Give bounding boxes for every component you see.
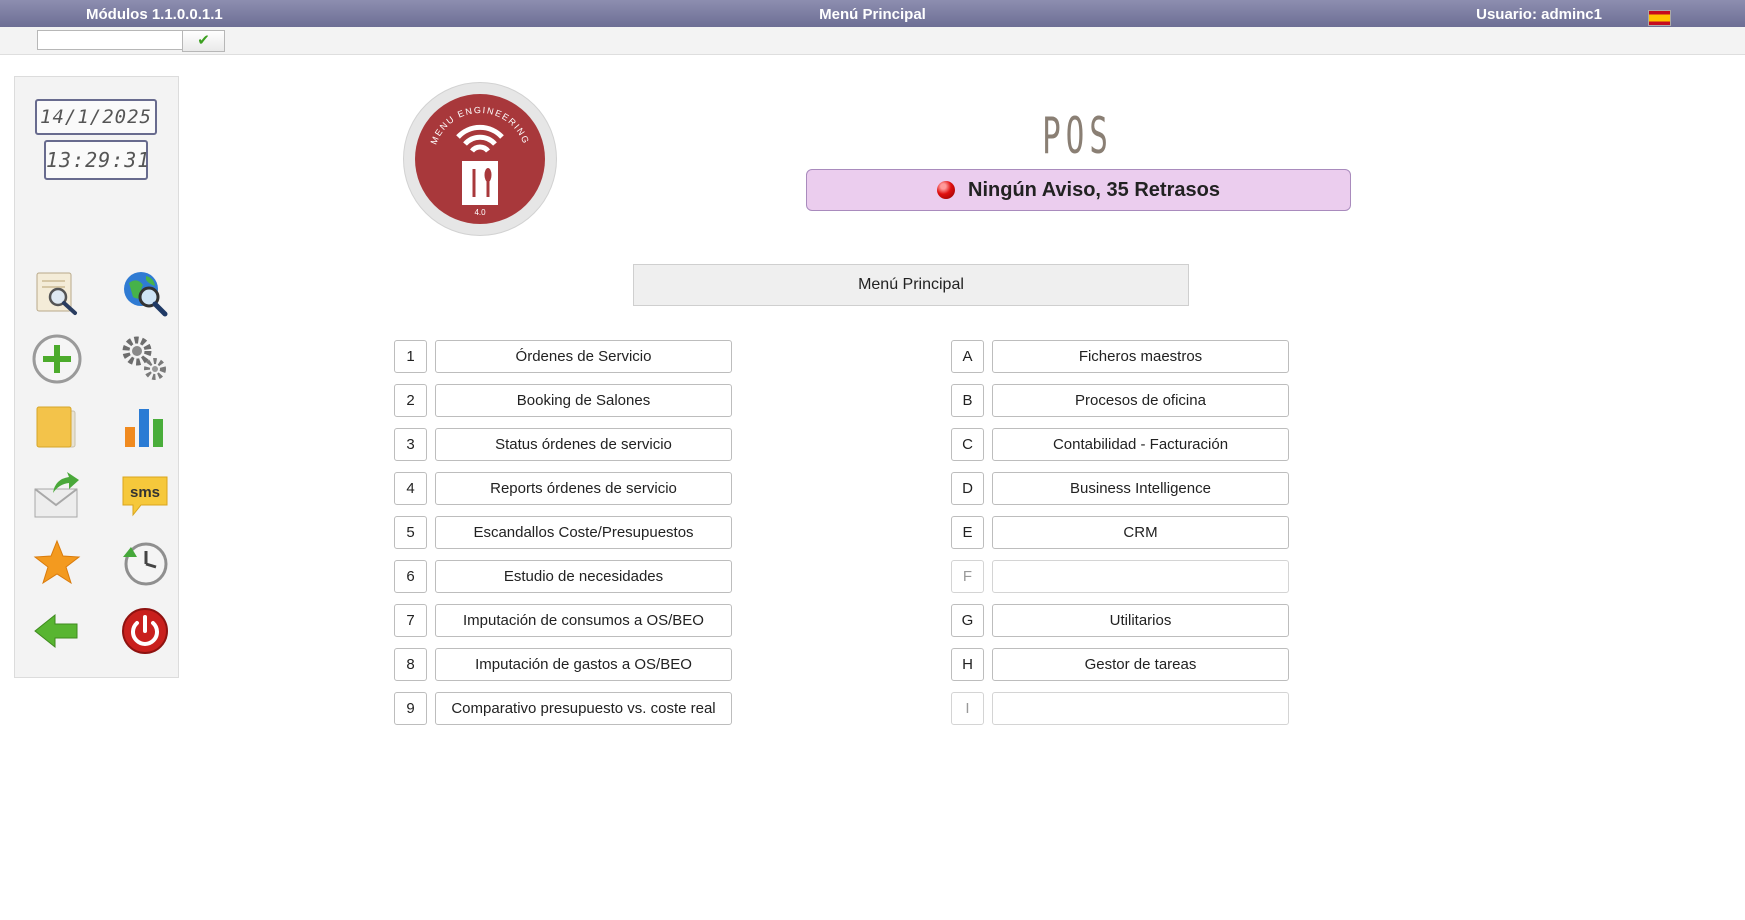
app-version: Módulos 1.1.0.0.1.1 (86, 6, 223, 23)
menu-item-h[interactable]: Gestor de tareas (992, 648, 1289, 681)
add-circle-icon[interactable] (31, 333, 83, 385)
window-title: Menú Principal (819, 6, 926, 23)
spain-flag-icon[interactable] (1648, 10, 1671, 26)
section-title: Menú Principal (633, 264, 1189, 306)
search-document-icon[interactable] (31, 267, 83, 319)
mail-send-icon[interactable] (31, 469, 83, 521)
svg-text:sms: sms (129, 484, 161, 501)
menu-item-5[interactable]: Escandallos Coste/Presupuestos (435, 516, 732, 549)
time-display: 13:29:31 (44, 140, 148, 180)
top-bar (0, 0, 1745, 27)
menu-key-5[interactable]: 5 (394, 516, 427, 549)
status-light-icon (937, 181, 955, 199)
menu-item-2[interactable]: Booking de Salones (435, 384, 732, 417)
module-title: POS (1042, 107, 1113, 165)
folder-icon[interactable] (31, 401, 83, 453)
menu-item-b[interactable]: Procesos de oficina (992, 384, 1289, 417)
menu-item-8[interactable]: Imputación de gastos a OS/BEO (435, 648, 732, 681)
menu-key-d[interactable]: D (951, 472, 984, 505)
menu-key-i[interactable]: I (951, 692, 984, 725)
alert-banner[interactable] (806, 169, 1351, 211)
menu-item-f[interactable] (992, 560, 1289, 593)
menu-key-2[interactable]: 2 (394, 384, 427, 417)
bar-chart-icon[interactable] (119, 401, 171, 453)
sidebar (14, 76, 179, 678)
command-ok-button[interactable] (182, 30, 225, 52)
menu-item-g[interactable]: Utilitarios (992, 604, 1289, 637)
alert-text: Ningún Aviso, 35 Retrasos (968, 178, 1220, 201)
star-icon[interactable] (31, 537, 83, 589)
menu-engineering-logo (403, 82, 557, 236)
svg-text:MENU ENGINEERING: MENU ENGINEERING (428, 104, 532, 146)
menu-item-e[interactable]: CRM (992, 516, 1289, 549)
menu-key-4[interactable]: 4 (394, 472, 427, 505)
menu-key-6[interactable]: 6 (394, 560, 427, 593)
back-arrow-icon[interactable] (31, 605, 83, 657)
menu-item-a[interactable]: Ficheros maestros (992, 340, 1289, 373)
menu-key-9[interactable]: 9 (394, 692, 427, 725)
menu-key-7[interactable]: 7 (394, 604, 427, 637)
menu-item-d[interactable]: Business Intelligence (992, 472, 1289, 505)
current-user: Usuario: adminc1 (1476, 6, 1602, 23)
menu-item-7[interactable]: Imputación de consumos a OS/BEO (435, 604, 732, 637)
menu-key-b[interactable]: B (951, 384, 984, 417)
menu-item-i[interactable] (992, 692, 1289, 725)
history-clock-icon[interactable] (119, 537, 171, 589)
menu-item-9[interactable]: Comparativo presupuesto vs. coste real (435, 692, 732, 725)
menu-key-c[interactable]: C (951, 428, 984, 461)
menu-item-4[interactable]: Reports órdenes de servicio (435, 472, 732, 505)
menu-item-6[interactable]: Estudio de necesidades (435, 560, 732, 593)
menu-key-3[interactable]: 3 (394, 428, 427, 461)
menu-item-1[interactable]: Órdenes de Servicio (435, 340, 732, 373)
gears-icon[interactable] (119, 333, 171, 385)
command-input[interactable] (37, 30, 187, 50)
date-display: 14/1/2025 (35, 99, 157, 135)
menu-key-h[interactable]: H (951, 648, 984, 681)
menu-item-c[interactable]: Contabilidad - Facturación (992, 428, 1289, 461)
menu-key-1[interactable]: 1 (394, 340, 427, 373)
command-bar (0, 27, 1745, 55)
svg-text:4.0: 4.0 (474, 208, 486, 217)
menu-key-g[interactable]: G (951, 604, 984, 637)
globe-search-icon[interactable] (119, 267, 171, 319)
checkmark-icon: ✔ (197, 32, 210, 49)
power-icon[interactable] (119, 605, 171, 657)
menu-key-f[interactable]: F (951, 560, 984, 593)
menu-item-3[interactable]: Status órdenes de servicio (435, 428, 732, 461)
menu-key-8[interactable]: 8 (394, 648, 427, 681)
menu-key-a[interactable]: A (951, 340, 984, 373)
menu-key-e[interactable]: E (951, 516, 984, 549)
sms-icon[interactable] (119, 469, 171, 521)
